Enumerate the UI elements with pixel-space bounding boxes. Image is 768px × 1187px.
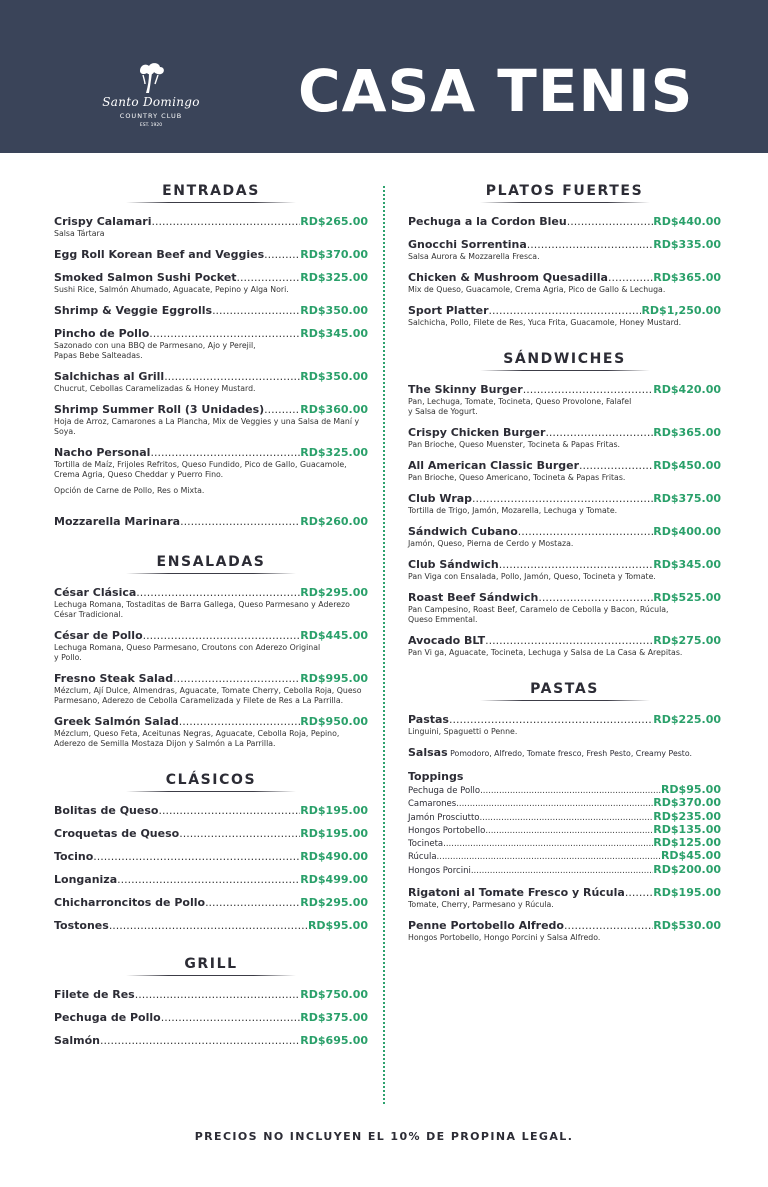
item-price: RD$260.00 — [300, 515, 368, 528]
item-desc: Salchicha, Pollo, Filete de Res, Yuca Frita, Guacamole, Honey Mustard. — [408, 318, 682, 327]
topping-name: Pechuga de Pollo — [408, 786, 481, 796]
item-name: Shrimp Summer Roll (3 Unidades) — [54, 403, 265, 416]
menu-item — [408, 558, 721, 582]
section-title: ENSALADAS — [156, 554, 266, 570]
topping-price: RD$370.00 — [653, 796, 721, 810]
topping-price: RD$45.00 — [660, 849, 721, 863]
item-price: RD$445.00 — [300, 629, 368, 642]
logo-est-text: EST. 1920 — [139, 123, 163, 128]
menu-item — [54, 804, 368, 818]
item-desc: Hoja de Arroz, Camarones a La Plancha, Mix de Veggies y una Salsa de Maní y Soya. — [54, 417, 360, 436]
menu-item — [408, 383, 721, 417]
item-name: Fresno Steak Salad — [54, 672, 174, 685]
item-name: Smoked Salmon Sushi Pocket — [54, 271, 237, 284]
topping-row — [408, 811, 721, 824]
tree-logo-icon — [134, 62, 168, 94]
item-name: Tostones — [54, 919, 109, 932]
item-price: RD$420.00 — [653, 383, 721, 396]
item-price: RD$95.00 — [307, 919, 368, 932]
section-clasicos-header — [54, 769, 368, 792]
item-name: Shrimp & Veggie Eggrolls — [54, 304, 213, 317]
menu-item — [54, 1034, 368, 1048]
section-grill-header — [54, 953, 368, 976]
menu-item — [54, 370, 368, 394]
item-name: Nacho Personal — [54, 446, 151, 459]
menu-item — [54, 586, 368, 620]
item-name: César de Pollo — [54, 629, 143, 642]
menu-item — [54, 403, 368, 437]
item-desc: Salsa Aurora & Mozzarella Fresca. — [408, 252, 540, 261]
section-rule — [126, 975, 296, 976]
item-name: Bolitas de Queso — [54, 804, 159, 817]
section-title: ENTRADAS — [162, 183, 260, 199]
topping-row — [408, 837, 721, 850]
item-name: The Skinny Burger — [408, 383, 523, 396]
topping-name: Rúcula — [408, 852, 437, 863]
menu-item — [54, 446, 368, 480]
item-desc: Tortilla de Maíz, Frijoles Refritos, Queso Fundido, Pico de Gallo, Guacamole, Crema Agria, Queso Cheddar y Puerro Fino. — [54, 460, 347, 479]
item-price: RD$695.00 — [300, 1034, 368, 1047]
item-name: Salmón — [54, 1034, 100, 1047]
item-desc: Sushi Rice, Salmón Ahumado, Aguacate, Pepino y Alga Nori. — [54, 285, 289, 294]
item-price: RD$325.00 — [300, 446, 368, 459]
menu-item — [54, 271, 368, 295]
item-price: RD$195.00 — [300, 804, 368, 817]
topping-row — [408, 864, 721, 877]
salsas-label: Salsas — [408, 746, 448, 759]
entradas-note: Opción de Carne de Pollo, Res o Mixta. — [54, 486, 205, 495]
item-desc: Mix de Queso, Guacamole, Crema Agria, Pico de Gallo & Lechuga. — [408, 285, 666, 294]
item-name: Tocino — [54, 850, 94, 863]
item-price: RD$195.00 — [300, 827, 368, 840]
clasicos-list — [54, 804, 368, 933]
item-price: RD$370.00 — [300, 248, 368, 261]
item-name: Pastas — [408, 713, 449, 726]
item-desc: Pan, Lechuga, Tomate, Tocineta, Queso Provolone, Falafel y Salsa de Yogurt. — [408, 397, 632, 416]
topping-name: Jamón Prosciutto — [408, 812, 480, 823]
item-price: RD$995.00 — [300, 672, 368, 685]
topping-row — [408, 850, 721, 863]
topping-name: Tocineta — [408, 839, 444, 850]
item-name: Rigatoni al Tomate Fresco y Rúcula — [408, 886, 625, 900]
menu-item — [54, 988, 368, 1002]
item-price: RD$360.00 — [300, 403, 368, 416]
topping-price: RD$125.00 — [653, 836, 721, 850]
left-column — [54, 180, 368, 1057]
item-price: RD$375.00 — [653, 492, 721, 505]
menu-item — [408, 459, 721, 483]
item-desc: Pan Viga con Ensalada, Pollo, Jamón, Queso, Tocineta y Tomate. — [408, 572, 656, 581]
item-price: RD$350.00 — [300, 304, 368, 317]
item-desc: Lechuga Romana, Tostaditas de Barra Gallega, Queso Parmesano y Aderezo César Tradicional. — [54, 600, 350, 619]
menu-item — [54, 629, 368, 663]
item-price: RD$345.00 — [300, 327, 368, 340]
item-desc: Tortilla de Trigo, Jamón, Mozarella, Lechuga y Tomate. — [408, 506, 618, 515]
menu-item — [54, 715, 368, 749]
menu-item — [408, 304, 721, 328]
item-desc: Lechuga Romana, Queso Parmesano, Croutons con Aderezo Original y Pollo. — [54, 643, 321, 662]
section-rule — [480, 700, 650, 701]
item-name: Longaniza — [54, 873, 118, 886]
item-name: Penne Portobello Alfredo — [408, 919, 564, 933]
item-price: RD$450.00 — [653, 459, 721, 472]
page-title: CASA TENIS — [298, 57, 694, 125]
menu-item — [408, 591, 721, 625]
item-desc: Jamón, Queso, Pierna de Cerdo y Mostaza. — [408, 539, 574, 548]
item-name: Crispy Chicken Burger — [408, 426, 546, 439]
grill-list — [54, 988, 368, 1048]
item-price: RD$525.00 — [653, 591, 721, 604]
section-title: CLÁSICOS — [165, 772, 257, 788]
item-name: Roast Beef Sándwich — [408, 591, 539, 604]
section-entradas-header — [54, 180, 368, 203]
item-name: Chicharroncitos de Pollo — [54, 896, 206, 909]
menu-item — [408, 215, 721, 229]
item-desc: Pan Brioche, Queso Americano, Tocineta & Papas Fritas. — [408, 473, 626, 482]
topping-row — [408, 824, 721, 837]
club-logo — [86, 62, 216, 146]
item-price: RD$440.00 — [653, 215, 721, 228]
menu-item — [54, 896, 368, 910]
item-name: Club Wrap — [408, 492, 473, 505]
topping-price: RD$135.00 — [653, 822, 721, 836]
item-price: RD$295.00 — [300, 896, 368, 909]
logo-script-text: Santo Domingo — [102, 95, 200, 109]
item-price: RD$345.00 — [653, 558, 721, 571]
menu-item — [54, 304, 368, 318]
item-name: Crispy Calamari — [54, 215, 152, 228]
menu-item — [54, 919, 368, 933]
topping-name: Hongos Portobello — [408, 825, 486, 836]
item-desc: Mézclum, Ají Dulce, Almendras, Aguacate, Tomate Cherry, Cebolla Roja, Queso Parmesano, Aderezo de Cebolla Caramelizada y Filete de Res a La Parrilla. — [54, 686, 362, 705]
item-name: Club Sándwich — [408, 558, 499, 571]
menu-item — [54, 672, 368, 706]
item-desc: Tomate, Cherry, Parmesano y Rúcula. — [408, 900, 554, 910]
section-sandwiches-header — [408, 348, 721, 371]
item-name: Avocado BLT — [408, 634, 486, 647]
menu-item — [54, 215, 368, 239]
salsas-line — [408, 746, 721, 761]
topping-row — [408, 784, 721, 797]
item-price: RD$275.00 — [653, 634, 721, 647]
item-desc: Chucrut, Cebollas Caramelizadas & Honey Mustard. — [54, 384, 256, 393]
sandwiches-list — [408, 383, 721, 658]
menu-item — [54, 873, 368, 887]
item-price: RD$530.00 — [653, 919, 721, 933]
section-ensaladas-header — [54, 551, 368, 574]
section-platos-header — [408, 180, 721, 203]
ensaladas-list — [54, 586, 368, 749]
menu-item — [408, 713, 721, 737]
entradas-list — [54, 215, 368, 529]
item-name: Greek Salmón Salad — [54, 715, 179, 728]
item-name: Pechuga de Pollo — [54, 1011, 161, 1024]
item-name: Gnocchi Sorrentina — [408, 238, 527, 251]
item-desc: Pan Brioche, Queso Muenster, Tocineta & Papas Fritas. — [408, 440, 621, 449]
item-price: RD$950.00 — [300, 715, 368, 728]
item-name: Filete de Res — [54, 988, 135, 1001]
item-price: RD$750.00 — [300, 988, 368, 1001]
item-name: Sándwich Cubano — [408, 525, 518, 538]
topping-price: RD$95.00 — [660, 783, 721, 796]
menu-item — [408, 426, 721, 450]
item-name: All American Classic Burger — [408, 459, 579, 472]
item-name: César Clásica — [54, 586, 137, 599]
item-name: Egg Roll Korean Beef and Veggies — [54, 248, 265, 261]
menu-item — [408, 919, 721, 943]
column-divider — [383, 186, 385, 1104]
item-name: Chicken & Mushroom Quesadilla — [408, 271, 608, 284]
section-rule — [480, 202, 650, 203]
item-desc: Salsa Tártara — [54, 229, 105, 238]
item-price: RD$365.00 — [653, 426, 721, 439]
menu-item — [408, 525, 721, 549]
topping-row — [408, 797, 721, 810]
menu-item — [54, 1011, 368, 1025]
section-title: GRILL — [184, 956, 238, 972]
topping-name: Hongos Porcini — [408, 865, 471, 876]
toppings-list — [408, 784, 721, 877]
item-desc: Pan Campesino, Roast Beef, Caramelo de Cebolla y Bacon, Rúcula, Queso Emmental. — [408, 605, 669, 624]
right-column — [408, 180, 721, 952]
item-price: RD$375.00 — [300, 1011, 368, 1024]
section-rule — [480, 370, 650, 371]
item-price: RD$335.00 — [653, 238, 721, 251]
item-name: Mozzarella Marinara — [54, 515, 181, 528]
item-price: RD$225.00 — [653, 713, 721, 726]
topping-name: Camarones — [408, 799, 457, 810]
topping-price: RD$235.00 — [653, 809, 721, 823]
item-desc: Sazonado con una BBQ de Parmesano, Ajo y Perejil, Papas Bebe Salteadas. — [54, 341, 256, 360]
topping-price: RD$200.00 — [653, 862, 721, 876]
menu-item — [54, 827, 368, 841]
item-price: RD$325.00 — [300, 271, 368, 284]
item-name: Pechuga a la Cordon Bleu — [408, 215, 567, 228]
item-desc: Hongos Portobello, Hongo Porcini y Salsa Alfredo. — [408, 933, 601, 943]
item-desc: Linguini, Spaguetti o Penne. — [408, 727, 518, 736]
menu-item — [408, 271, 721, 295]
item-price: RD$265.00 — [300, 215, 368, 228]
item-name: Salchichas al Grill — [54, 370, 165, 383]
section-title: PLATOS FUERTES — [485, 183, 644, 199]
menu-item — [54, 248, 368, 262]
menu-item — [408, 886, 721, 910]
menu-item — [408, 238, 721, 262]
menu-item — [54, 850, 368, 864]
item-price: RD$490.00 — [300, 850, 368, 863]
footer-note: PRECIOS NO INCLUYEN EL 10% DE PROPINA LEGAL. — [194, 1130, 574, 1143]
section-rule — [126, 573, 296, 574]
section-title: PASTAS — [530, 681, 599, 697]
item-price: RD$350.00 — [300, 370, 368, 383]
toppings-label: Toppings — [408, 770, 464, 783]
section-pastas-header — [408, 678, 721, 701]
pastas-list — [408, 713, 721, 943]
item-price: RD$365.00 — [653, 271, 721, 284]
header-banner — [0, 0, 768, 153]
item-name: Pincho de Pollo — [54, 327, 150, 340]
menu-item — [408, 634, 721, 658]
menu-item — [54, 515, 368, 529]
item-price: RD$499.00 — [300, 873, 368, 886]
menu-item — [408, 492, 721, 516]
menu-item — [54, 327, 368, 361]
logo-club-text: COUNTRY CLUB — [119, 112, 183, 120]
item-price: RD$195.00 — [653, 886, 721, 900]
item-desc: Pan Vi ga, Aguacate, Tocineta, Lechuga y Salsa de La Casa & Arepitas. — [408, 648, 683, 657]
item-name: Sport Platter — [408, 304, 489, 317]
section-rule — [126, 202, 296, 203]
section-title: SÁNDWICHES — [503, 351, 626, 367]
item-price: RD$400.00 — [653, 525, 721, 538]
item-price: RD$1,250.00 — [641, 304, 721, 317]
item-name: Croquetas de Queso — [54, 827, 180, 840]
salsas-text: Pomodoro, Alfredo, Tomate fresco, Fresh Pesto, Creamy Pesto. — [450, 749, 692, 758]
platos-list — [408, 215, 721, 328]
section-rule — [126, 791, 296, 792]
item-price: RD$295.00 — [300, 586, 368, 599]
item-desc: Mézclum, Queso Feta, Aceitunas Negras, Aguacate, Cebolla Roja, Pepino, Aderezo de Semilla Mostaza Dijon y Salmón a La Parrilla. — [54, 729, 340, 748]
